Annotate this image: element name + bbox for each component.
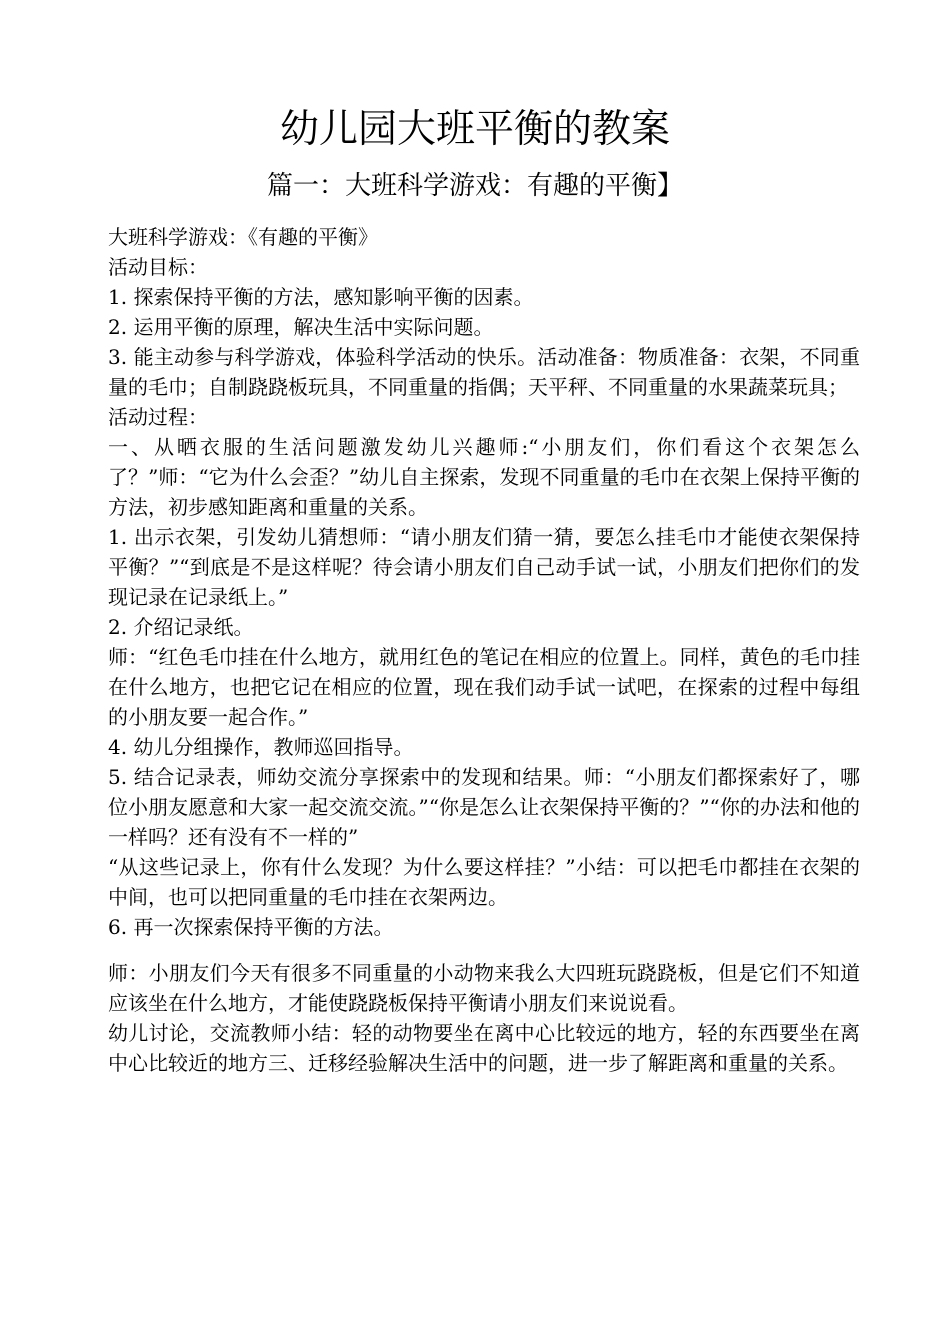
paragraph-goals-heading: 活动目标： <box>108 255 208 279</box>
paragraph-process-heading: 活动过程： <box>108 405 208 429</box>
paragraph-activity-name: 大班科学游戏：《有趣的平衡》 <box>108 225 378 249</box>
paragraph-step-4: 4. 幼儿分组操作，教师巡回指导。 <box>108 735 414 759</box>
paragraph-step-6: 6. 再一次探索保持平衡的方法。 <box>108 915 394 939</box>
paragraph-step-5: 5. 结合记录表，师幼交流分享探索中的发现和结果。师：“小朋友们都探索好了，哪位小朋友愿意和大家一起交流交流。”“你是怎么让衣架保持平衡的？”“你的办法和他的一样吗？还有没有不一样的” <box>108 765 860 849</box>
paragraph-process-part-1: 一、从晒衣服的生活问题激发幼儿兴趣师:“小朋友们，你们看这个衣架怎么了？”师：“它为什么会歪？”幼儿自主探索，发现不同重量的毛巾在衣架上保持平衡的方法，初步感知距离和重量的关系。 <box>108 435 860 519</box>
paragraph-step-2: 2. 介绍记录纸。 <box>108 615 254 639</box>
paragraph-summary: “从这些记录上，你有什么发现？为什么要这样挂？”小结：可以把毛巾都挂在衣架的中间，也可以把同重量的毛巾挂在衣架两边。 <box>108 855 860 909</box>
document-body <box>108 222 860 1078</box>
paragraph-goal-3-preparation: 3. 能主动参与科学游戏，体验科学活动的快乐。活动准备：物质准备：衣架，不同重量的毛巾；自制跷跷板玩具，不同重量的指偶；天平秤、不同重量的水果蔬菜玩具； <box>108 345 860 399</box>
document-subtitle: 篇一：大班科学游戏：有趣的平衡】 <box>266 171 683 201</box>
paragraph-goal-1: 1. 探索保持平衡的方法，感知影响平衡的因素。 <box>108 285 534 309</box>
paragraph-goal-2: 2. 运用平衡的原理，解决生活中实际问题。 <box>108 315 494 339</box>
paragraph-discussion: 幼儿讨论，交流教师小结：轻的动物要坐在离中心比较远的地方，轻的东西要坐在离中心比较近的地方三、迁移经验解决生活中的问题，进一步了解距离和重量的关系。 <box>108 1021 860 1075</box>
paragraph-seesaw: 师：小朋友们今天有很多不同重量的小动物来我么大四班玩跷跷板，但是它们不知道应该坐在什么地方，才能使跷跷板保持平衡请小朋友们来说说看。 <box>108 961 860 1015</box>
document-title: 幼儿园大班平衡的教案 <box>279 107 670 152</box>
paragraph-step-1: 1. 出示衣架，引发幼儿猜想师：“请小朋友们猜一猜，要怎么挂毛巾才能使衣架保持平衡？”“到底是不是这样呢？待会请小朋友们自己动手试一试，小朋友们把你们的发现记录在记录纸上。” <box>108 525 860 609</box>
paragraph-teacher-instructions: 师：“红色毛巾挂在什么地方，就用红色的笔记在相应的位置上。同样，黄色的毛巾挂在什么地方，也把它记在相应的位置，现在我们动手试一试吧，在探索的过程中每组的小朋友要一起合作。” <box>108 645 860 729</box>
